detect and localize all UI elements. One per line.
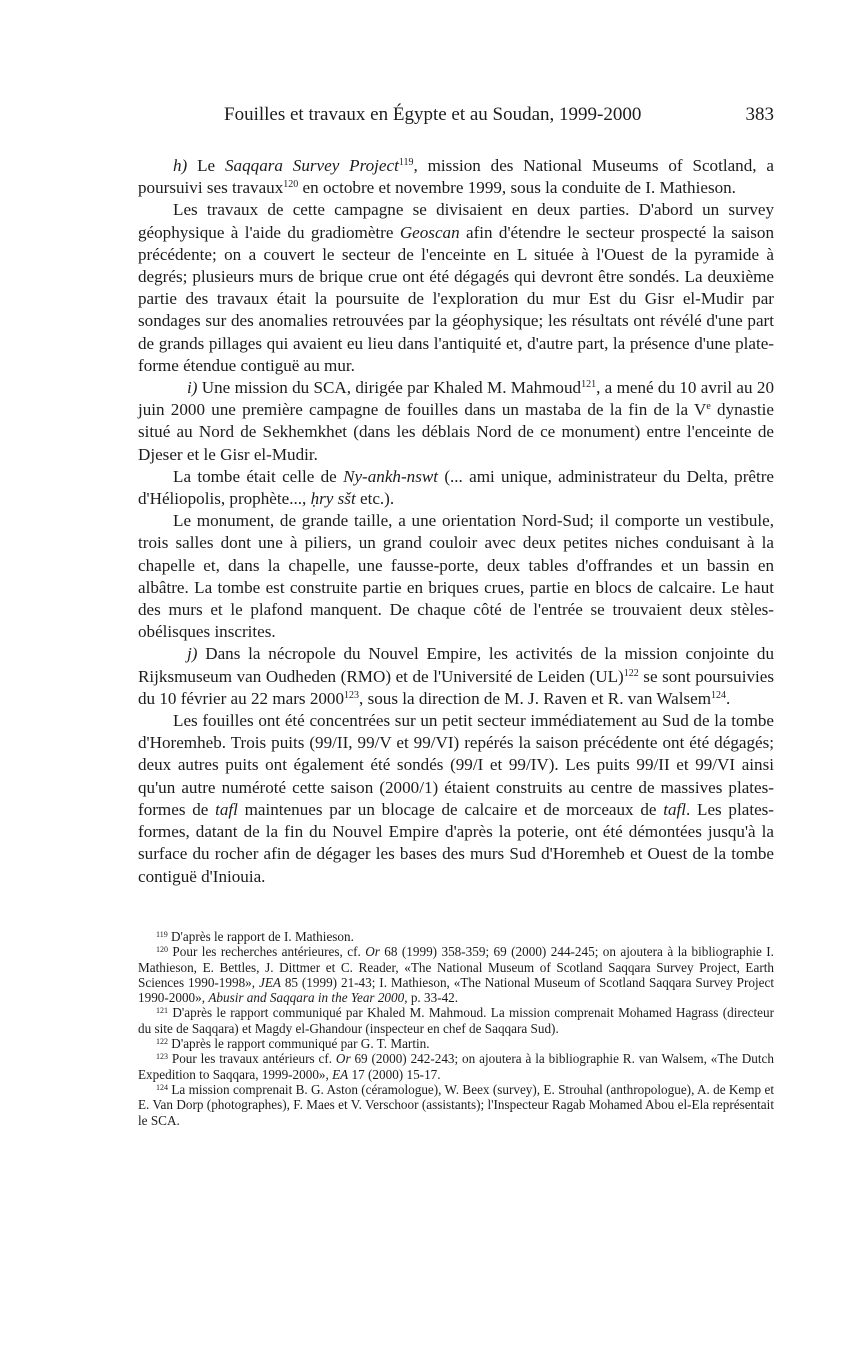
tomb-owner-name: Ny-ankh-nswt [343, 466, 439, 486]
paragraph: Le monument, de grande taille, a une orientation Nord-Sud; il comporte un vestibule, trois salles dont une à piliers, un grand couloir avec deux petites niches conduisant à la chapelle et, dans la chapelle, une fausse-porte, deux tables d'offrandes et un bassin en albâtre. La tombe est construite partie en briques crues, partie en blocs de calcaire. Le haut des murs et le plafond manquent. De chaque côté de l'entrée se trouvaient deux stèles-obélisques inscrites. [138, 511, 774, 642]
footnote: $^{120}$ Pour les recherches antérieures, cf. Or 68 (1999) 358-359; 69 (2000) 244-245; on ajoutera à la bibliographie I. Mathieson, E. Bettles, J. Dittmer et C. Reader, «The National Museum of Scotland Saqqara Survey Project, Earth Sciences 1990-1998», JEA 85 (1999) 21-43; I. Mathieson, «The National Museum of Scotland Saqqara Survey Project 1990-2000», Abusir and Saqqara in the Year 2000, p. 33-42. [138, 944, 775, 1006]
footnotes [138, 929, 774, 1128]
term-tafl: tafl [663, 799, 686, 819]
paragraph: La tombe était celle de Ny-ankh-nswt (... ami unique, administrateur du Delta, prêtre d'Héliopolis, prophète..., ḥry sšt etc.). [138, 466, 775, 509]
section-label: i) [187, 378, 198, 398]
footnote-number: 120 [156, 945, 168, 955]
title-transliteration: ḥry sšt [310, 489, 356, 509]
running-head [138, 104, 774, 128]
footnote-ref: 124 [711, 689, 727, 701]
footnote: $^{119}$ D'après le rapport de I. Mathieson. [156, 929, 354, 944]
ordinal-superscript: e [706, 401, 711, 413]
main-text [138, 155, 774, 888]
paragraph: Les fouilles ont été concentrées sur un petit secteur immédiatement au Sud de la tombe d'Horemheb. Trois puits (99/II, 99/V et 99/VI) repérés la saison précédente ont été dégagés; deux autres puits ont également été sondés (99/I et 99/IV). Les puits 99/II et 99/VI ainsi qu'un autre numéroté cette saison (2000/1) étaient construits au centre de massives plates-formes de tafl maintenues par un blocage de calcaire et de morceaux de tafl. Les plates-formes, datant de la fin du Nouvel Empire d'après la poterie, ont été démontées jusqu'à la surface du rocher afin de dégager les bases des murs Sud d'Horemheb et Ouest de la tombe contiguë d'Iniouia. [138, 711, 774, 886]
footnote-number: 121 [156, 1006, 168, 1016]
footnote-number: 122 [156, 1037, 168, 1047]
section-label: j) [187, 644, 198, 664]
footnote-ref: 120 [283, 179, 299, 191]
footnote-ref: 121 [581, 379, 597, 391]
section-label: h) [173, 156, 188, 175]
footnote: $^{122}$ D'après le rapport communiqué par G. T. Martin. [156, 1036, 430, 1052]
paragraph-j: j) Dans la nécropole du Nouvel Empire, les activités de la mission conjointe du Rijksmuseum van Oudheden (RMO) et de l'Université de Leiden (UL)$^{122}$ se sont poursuivies du 10 février au 22 mars 2000$^{123}$, sous la direction de M. J. Raven et R. van Walsem$^{124}$. [138, 644, 775, 708]
footnote-ref: 119 [398, 157, 414, 168]
footnote-ref: 122 [623, 667, 639, 679]
footnote: $^{121}$ D'après le rapport communiqué par Khaled M. Mahmoud. La mission comprenait Mohamed Hagrass (directeur du site de Saqqara) et Magdy el-Ghandour (inspecteur en chef de Saqqara Sud). [138, 1005, 774, 1036]
paragraph-i: i) Une mission du SCA, dirigée par Khaled M. Mahmoud$^{121}$, a mené du 10 avril au 20 juin 2000 une première campagne de fouilles dans un mastaba de la fin de la Ve dynastie situé au Nord de Sekhemkhet (dans les déblais Nord de ce monument) entre l'enceinte de Djeser et le Gisr el-Mudir. [138, 378, 774, 464]
page-number: 383 [745, 104, 774, 125]
paragraph-h: h) Le Saqqara Survey Project$^{119}$, mission des National Museums of Scotland, a poursuivi ses travaux$^{120}$ en octobre et novembre 1999, sous la conduite de I. Mathieson. [138, 156, 774, 198]
footnote-number: 119 [156, 930, 168, 939]
running-title: Fouilles et travaux en Égypte et au Soudan, 1999-2000 [224, 104, 642, 125]
paragraph: Les travaux de cette campagne se divisaient en deux parties. D'abord un survey géophysique à l'aide du gradiomètre Geoscan afin d'étendre le secteur prospecté la saison précédente; on a couvert le secteur de l'enceinte en L située à l'Ouest de la pyramide à degrés; plusieurs murs de brique crue ont été dégagés qui devront être sondés. La deuxième partie des travaux était la poursuite de l'exploration du mur Est du Gisr el-Mudir par sondages sur des anomalies retrouvées par la géophysique; les résultats ont révélé d'une part de grands pillages qui avaient eu lieu dans l'antiquité et, d'autre part, la présence d'une plate-forme étendue contiguë au mur. [138, 200, 774, 375]
footnote-number: 123 [156, 1052, 168, 1062]
footnote: $^{124}$ La mission comprenait B. G. Aston (céramologue), W. Beex (survey), E. Strouhal (anthropologue), A. de Kemp et E. Van Dorp (photographes), F. Maes et V. Verschoor (assistants); l'Inspecteur Ragab Mohamed Abou el-Ela représentait le SCA. [138, 1081, 774, 1128]
instrument-name: Geoscan [399, 222, 460, 242]
footnote: $^{123}$ Pour les travaux antérieurs cf. Or 69 (2000) 242-243; on ajoutera à la bibliographie R. van Walsem, «The Dutch Expedition to Saqqara, 1999-2000», EA 17 (2000) 15-17. [138, 1051, 774, 1082]
term-tafl: tafl [215, 799, 238, 819]
footnote-ref: 123 [344, 689, 360, 701]
project-name: Saqqara Survey Project [225, 156, 399, 175]
footnote-number: 124 [156, 1082, 168, 1092]
